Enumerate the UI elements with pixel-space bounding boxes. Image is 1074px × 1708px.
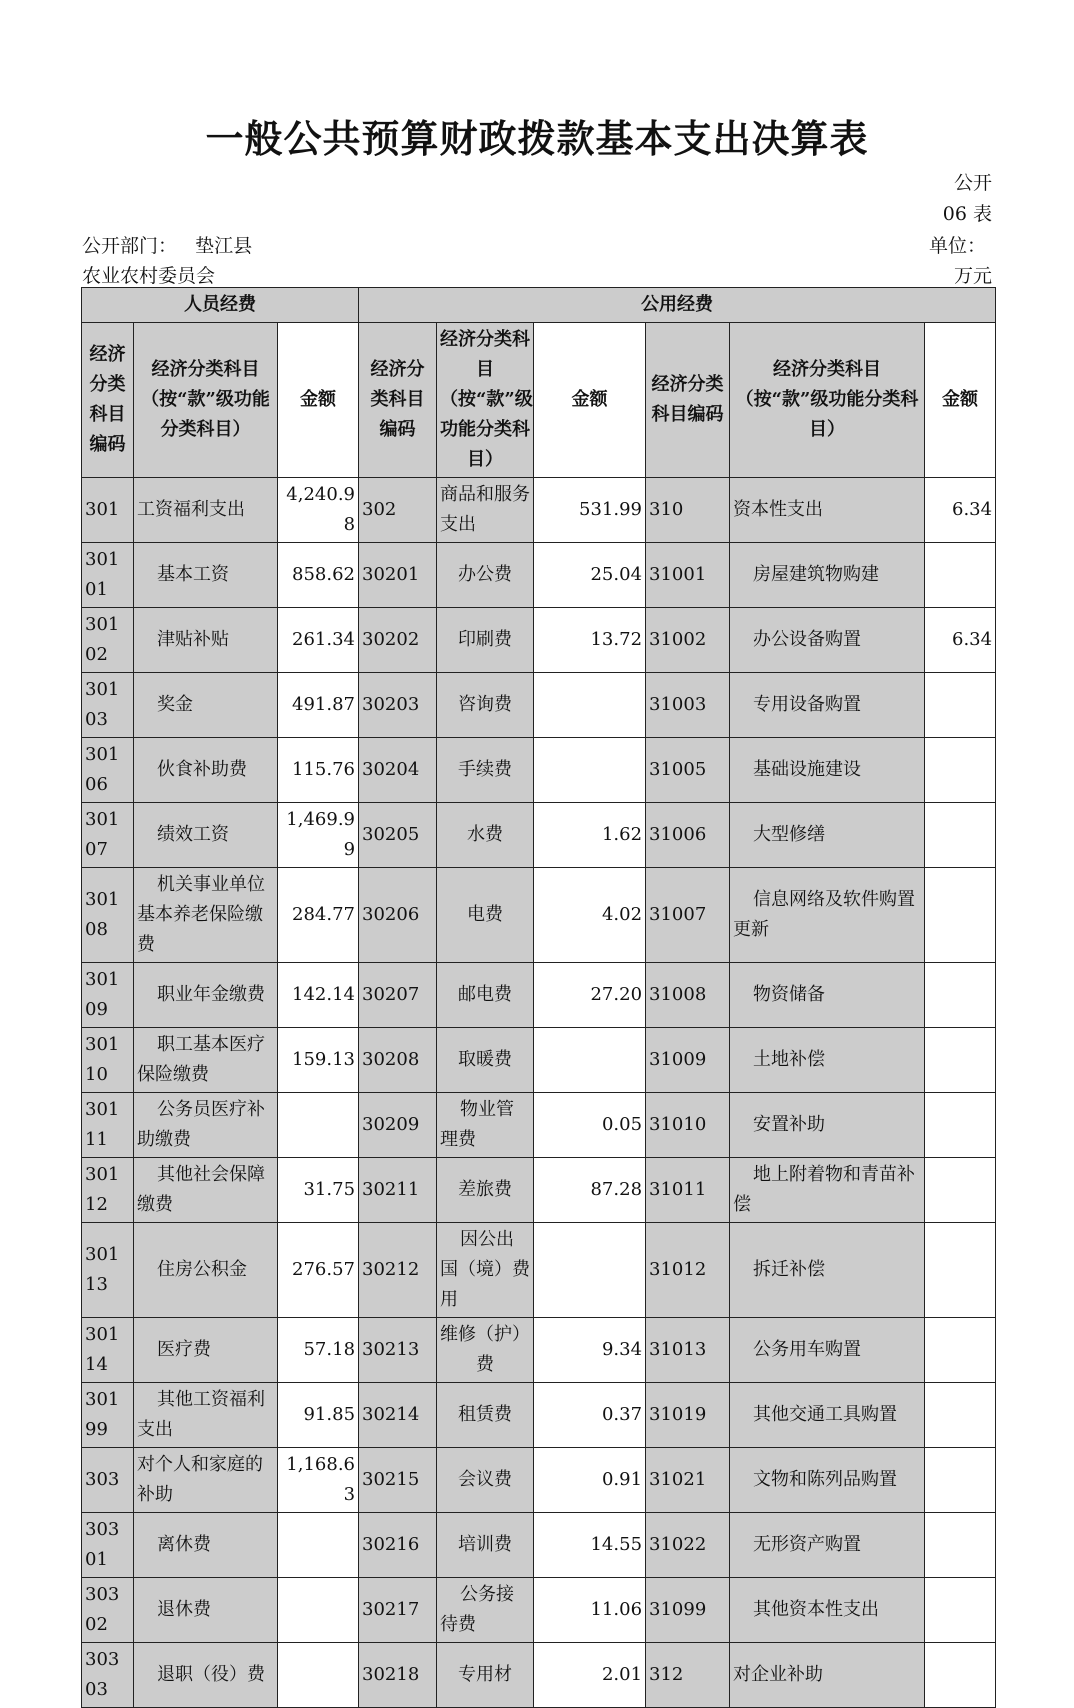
unit-value: 万元 <box>953 265 992 287</box>
table-row <box>82 868 996 963</box>
goods-amount: 9.34 <box>534 1318 646 1383</box>
table-row <box>82 963 996 1028</box>
personnel-name: 离休费 <box>134 1513 278 1578</box>
goods-amount: 25.04 <box>534 543 646 608</box>
goods-name: 会议费 <box>437 1448 534 1513</box>
goods-code: 30209 <box>359 1093 437 1158</box>
table-row <box>82 1318 996 1383</box>
goods-amount: 2.01 <box>534 1643 646 1708</box>
capital-code: 31022 <box>646 1513 730 1578</box>
goods-amount: 1.62 <box>534 803 646 868</box>
expenditure-table <box>81 287 996 1708</box>
personnel-code: 30114 <box>82 1318 134 1383</box>
goods-name: 差旅费 <box>437 1158 534 1223</box>
goods-name: 水费 <box>437 803 534 868</box>
goods-name: 电费 <box>437 868 534 963</box>
department-label-line <box>82 231 252 258</box>
col-header-capital-name: 经济分类科目（按“款”级功能分类科目） <box>730 323 925 478</box>
department-name-part1: 垫江县 <box>195 235 253 257</box>
personnel-amount: 159.13 <box>278 1028 359 1093</box>
capital-amount <box>925 1028 996 1093</box>
page-title: 一般公共预算财政拨款基本支出决算表 <box>205 116 869 161</box>
col-header-personnel-name: 经济分类科目（按“款”级功能分类科目） <box>134 323 278 478</box>
personnel-amount <box>278 1513 359 1578</box>
personnel-amount: 142.14 <box>278 963 359 1028</box>
col-header-personnel-amount: 金额 <box>278 323 359 478</box>
table-row <box>82 1028 996 1093</box>
goods-name: 物业管理费 <box>437 1093 534 1158</box>
unit-label: 单位： <box>928 235 986 257</box>
capital-amount <box>925 1643 996 1708</box>
goods-code: 30208 <box>359 1028 437 1093</box>
table-number-line1: 公开 <box>953 172 992 194</box>
personnel-name: 其他工资福利支出 <box>134 1383 278 1448</box>
goods-name: 专用材 <box>437 1643 534 1708</box>
section-header-personnel: 人员经费 <box>82 288 359 323</box>
goods-name: 商品和服务支出 <box>437 478 534 543</box>
personnel-amount: 284.77 <box>278 868 359 963</box>
goods-code: 30203 <box>359 673 437 738</box>
goods-amount: 531.99 <box>534 478 646 543</box>
capital-code: 31005 <box>646 738 730 803</box>
table-row <box>82 1223 996 1318</box>
personnel-code: 30103 <box>82 673 134 738</box>
goods-code: 30207 <box>359 963 437 1028</box>
goods-name: 公务接待费 <box>437 1578 534 1643</box>
table-row <box>82 1513 996 1578</box>
goods-amount <box>534 673 646 738</box>
capital-name: 对企业补助 <box>730 1643 925 1708</box>
goods-name: 印刷费 <box>437 608 534 673</box>
goods-code: 30204 <box>359 738 437 803</box>
goods-amount <box>534 1028 646 1093</box>
col-header-personnel-code: 经济分类科目编码 <box>82 323 134 478</box>
capital-code: 31021 <box>646 1448 730 1513</box>
goods-name: 手续费 <box>437 738 534 803</box>
capital-amount <box>925 868 996 963</box>
personnel-code: 30106 <box>82 738 134 803</box>
capital-name: 安置补助 <box>730 1093 925 1158</box>
personnel-name: 住房公积金 <box>134 1223 278 1318</box>
capital-code: 31001 <box>646 543 730 608</box>
capital-amount <box>925 1578 996 1643</box>
capital-amount <box>925 673 996 738</box>
personnel-amount: 57.18 <box>278 1318 359 1383</box>
table-row <box>82 1448 996 1513</box>
personnel-code: 30101 <box>82 543 134 608</box>
capital-name: 地上附着物和青苗补偿 <box>730 1158 925 1223</box>
goods-amount: 27.20 <box>534 963 646 1028</box>
personnel-name: 职工基本医疗保险缴费 <box>134 1028 278 1093</box>
goods-amount <box>534 738 646 803</box>
personnel-name: 伙食补助费 <box>134 738 278 803</box>
goods-name: 办公费 <box>437 543 534 608</box>
goods-amount: 11.06 <box>534 1578 646 1643</box>
department-label: 公开部门： <box>82 235 178 257</box>
goods-amount: 0.91 <box>534 1448 646 1513</box>
personnel-code: 30302 <box>82 1578 134 1643</box>
capital-name: 房屋建筑物购建 <box>730 543 925 608</box>
capital-amount <box>925 738 996 803</box>
personnel-amount: 115.76 <box>278 738 359 803</box>
capital-code: 31009 <box>646 1028 730 1093</box>
capital-name: 公务用车购置 <box>730 1318 925 1383</box>
table-row <box>82 1093 996 1158</box>
capital-code: 31008 <box>646 963 730 1028</box>
capital-name: 大型修缮 <box>730 803 925 868</box>
table-row <box>82 1383 996 1448</box>
personnel-amount <box>278 1643 359 1708</box>
capital-amount <box>925 963 996 1028</box>
personnel-name: 工资福利支出 <box>134 478 278 543</box>
goods-name: 取暖费 <box>437 1028 534 1093</box>
table-row <box>82 1643 996 1708</box>
capital-code: 31019 <box>646 1383 730 1448</box>
capital-name: 其他交通工具购置 <box>730 1383 925 1448</box>
personnel-amount: 1,168.63 <box>278 1448 359 1513</box>
table-number-line2: 06 表 <box>942 203 992 225</box>
table-row <box>82 1578 996 1643</box>
goods-code: 30215 <box>359 1448 437 1513</box>
personnel-code: 303 <box>82 1448 134 1513</box>
capital-code: 31002 <box>646 608 730 673</box>
capital-code: 31013 <box>646 1318 730 1383</box>
goods-code: 302 <box>359 478 437 543</box>
table-row <box>82 543 996 608</box>
personnel-name: 基本工资 <box>134 543 278 608</box>
capital-name: 其他资本性支出 <box>730 1578 925 1643</box>
capital-amount <box>925 1318 996 1383</box>
goods-code: 30202 <box>359 608 437 673</box>
capital-code: 31099 <box>646 1578 730 1643</box>
capital-name: 文物和陈列品购置 <box>730 1448 925 1513</box>
capital-amount: 6.34 <box>925 478 996 543</box>
capital-code: 31006 <box>646 803 730 868</box>
personnel-amount: 491.87 <box>278 673 359 738</box>
col-header-goods-amount: 金额 <box>534 323 646 478</box>
table-row <box>82 478 996 543</box>
personnel-name: 退职（役）费 <box>134 1643 278 1708</box>
capital-amount <box>925 1223 996 1318</box>
goods-code: 30211 <box>359 1158 437 1223</box>
capital-amount <box>925 1513 996 1578</box>
goods-amount: 87.28 <box>534 1158 646 1223</box>
capital-amount <box>925 1448 996 1513</box>
table-row <box>82 738 996 803</box>
personnel-name: 奖金 <box>134 673 278 738</box>
personnel-name: 绩效工资 <box>134 803 278 868</box>
personnel-name: 机关事业单位基本养老保险缴费 <box>134 868 278 963</box>
goods-name: 维修（护）费 <box>437 1318 534 1383</box>
personnel-name: 津贴补贴 <box>134 608 278 673</box>
goods-code: 30214 <box>359 1383 437 1448</box>
capital-name: 土地补偿 <box>730 1028 925 1093</box>
personnel-amount <box>278 1093 359 1158</box>
personnel-amount: 31.75 <box>278 1158 359 1223</box>
col-header-capital-amount: 金额 <box>925 323 996 478</box>
capital-code: 310 <box>646 478 730 543</box>
capital-amount <box>925 1158 996 1223</box>
capital-name: 基础设施建设 <box>730 738 925 803</box>
personnel-name: 退休费 <box>134 1578 278 1643</box>
personnel-code: 30102 <box>82 608 134 673</box>
personnel-code: 30303 <box>82 1643 134 1708</box>
personnel-name: 对个人和家庭的补助 <box>134 1448 278 1513</box>
capital-name: 办公设备购置 <box>730 608 925 673</box>
personnel-amount: 4,240.98 <box>278 478 359 543</box>
personnel-code: 30108 <box>82 868 134 963</box>
goods-code: 30205 <box>359 803 437 868</box>
capital-name: 信息网络及软件购置更新 <box>730 868 925 963</box>
col-header-capital-code: 经济分类科目编码 <box>646 323 730 478</box>
personnel-amount: 261.34 <box>278 608 359 673</box>
table-row <box>82 673 996 738</box>
personnel-code: 30112 <box>82 1158 134 1223</box>
goods-code: 30217 <box>359 1578 437 1643</box>
personnel-amount: 858.62 <box>278 543 359 608</box>
capital-amount: 6.34 <box>925 608 996 673</box>
goods-code: 30201 <box>359 543 437 608</box>
capital-name: 资本性支出 <box>730 478 925 543</box>
personnel-code: 30199 <box>82 1383 134 1448</box>
goods-name: 邮电费 <box>437 963 534 1028</box>
capital-amount <box>925 1383 996 1448</box>
goods-code: 30216 <box>359 1513 437 1578</box>
capital-name: 拆迁补偿 <box>730 1223 925 1318</box>
capital-code: 31010 <box>646 1093 730 1158</box>
goods-name: 因公出国（境）费用 <box>437 1223 534 1318</box>
personnel-amount: 91.85 <box>278 1383 359 1448</box>
personnel-code: 30111 <box>82 1093 134 1158</box>
capital-code: 312 <box>646 1643 730 1708</box>
personnel-name: 医疗费 <box>134 1318 278 1383</box>
capital-amount <box>925 543 996 608</box>
personnel-amount <box>278 1578 359 1643</box>
personnel-code: 30301 <box>82 1513 134 1578</box>
table-row <box>82 803 996 868</box>
capital-name: 物资储备 <box>730 963 925 1028</box>
goods-code: 30213 <box>359 1318 437 1383</box>
section-header-public: 公用经费 <box>359 288 996 323</box>
capital-code: 31011 <box>646 1158 730 1223</box>
col-header-goods-name: 经济分类科目（按“款”级功能分类科目） <box>437 323 534 478</box>
capital-code: 31012 <box>646 1223 730 1318</box>
personnel-code: 30109 <box>82 963 134 1028</box>
col-header-goods-code: 经济分类科目编码 <box>359 323 437 478</box>
personnel-code: 30107 <box>82 803 134 868</box>
department-name-part2: 农业农村委员会 <box>82 265 216 287</box>
table-row <box>82 1158 996 1223</box>
personnel-name: 职业年金缴费 <box>134 963 278 1028</box>
goods-amount: 13.72 <box>534 608 646 673</box>
goods-amount: 0.37 <box>534 1383 646 1448</box>
capital-code: 31007 <box>646 868 730 963</box>
goods-code: 30206 <box>359 868 437 963</box>
personnel-amount: 1,469.99 <box>278 803 359 868</box>
goods-amount: 14.55 <box>534 1513 646 1578</box>
goods-code: 30212 <box>359 1223 437 1318</box>
table-row <box>82 608 996 673</box>
capital-amount <box>925 1093 996 1158</box>
capital-amount <box>925 803 996 868</box>
goods-code: 30218 <box>359 1643 437 1708</box>
goods-name: 培训费 <box>437 1513 534 1578</box>
personnel-code: 30113 <box>82 1223 134 1318</box>
goods-amount <box>534 1223 646 1318</box>
goods-name: 咨询费 <box>437 673 534 738</box>
personnel-amount: 276.57 <box>278 1223 359 1318</box>
personnel-code: 301 <box>82 478 134 543</box>
personnel-name: 其他社会保障缴费 <box>134 1158 278 1223</box>
capital-code: 31003 <box>646 673 730 738</box>
personnel-name: 公务员医疗补助缴费 <box>134 1093 278 1158</box>
personnel-code: 30110 <box>82 1028 134 1093</box>
capital-name: 无形资产购置 <box>730 1513 925 1578</box>
capital-name: 专用设备购置 <box>730 673 925 738</box>
goods-name: 租赁费 <box>437 1383 534 1448</box>
goods-amount: 4.02 <box>534 868 646 963</box>
goods-amount: 0.05 <box>534 1093 646 1158</box>
